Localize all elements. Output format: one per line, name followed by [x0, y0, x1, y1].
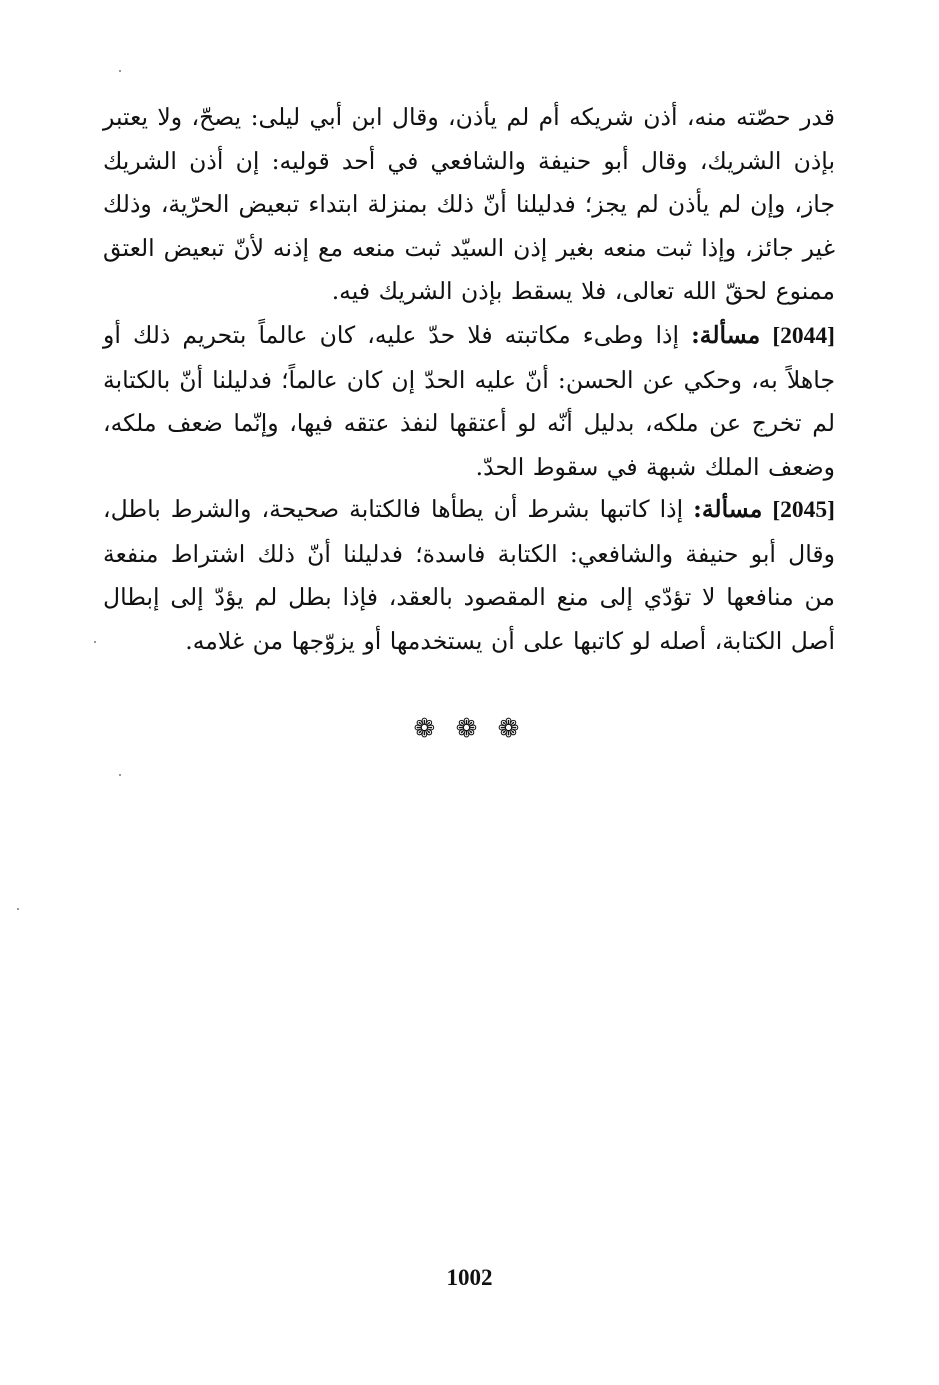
scan-speck: [17, 908, 19, 910]
scan-speck: [94, 641, 96, 643]
scan-speck: [119, 774, 121, 776]
issue-2045-paragraph: [103, 488, 835, 663]
paragraph-continuation: [103, 96, 835, 314]
page-number: 1002: [446, 1265, 493, 1290]
section-end-ornament-icon: ❁ ❁ ❁: [413, 714, 526, 744]
issue-text: إذا كاتبها بشرط أن يطأها فالكتابة صحيحة، والشرط باطل، وقال أبو حنيفة والشافعي: الكتابة فاسدة؛ فدليلنا أنّ ذلك اشتراط منفعة من منافعها لا تؤدّي إلى منع المقصود بالعقد، فإذا بطل لم يؤدّ إلى إبطال أصل الكتابة، أصله لو كاتبها على أن يستخدمها أو يزوّجها من غلامه.: [103, 495, 835, 655]
issue-number: [2044]: [772, 323, 835, 349]
issue-2044-paragraph: [103, 314, 835, 489]
issue-number: [2045]: [772, 497, 835, 523]
issue-2044-body: [103, 314, 835, 489]
scan-speck: [119, 70, 121, 72]
paragraph-text: قدر حصّته منه، أذن شريكه أم لم يأذن، وقال ابن أبي ليلى: يصحّ، ولا يعتبر بإذن الشريك، وقال أبو حنيفة والشافعي في أحد قوليه: إن أذن الشريك جاز، وإن لم يأذن لم يجز؛ فدليلنا أنّ ذلك بمنزلة ابتداء تبعيض الحرّية، وذلك غير جائز، وإذا ثبت منعه بغير إذن السيّد ثبت منعه مع إذنه لأنّ تبعيض العتق ممنوع لحقّ الله تعالى، فلا يسقط بإذن الشريك فيه.: [103, 103, 835, 305]
issue-2045-body: [103, 488, 835, 663]
issue-label: مسألة:: [693, 495, 763, 523]
issue-text: إذا وطىء مكاتبته فلا حدّ عليه، كان عالماً بتحريم ذلك أو جاهلاً به، وحكي عن الحسن: أنّ عليه الحدّ إن كان عالماً؛ فدليلنا أنّ بالكتابة لم تخرج عن ملكه، بدليل أنّه لو أعتقها لنفذ عتقه فيها، وإنّما ضعف ملكه، وضعف الملك شبهة في سقوط الحدّ.: [103, 321, 835, 481]
issue-label: مسألة:: [691, 321, 761, 349]
